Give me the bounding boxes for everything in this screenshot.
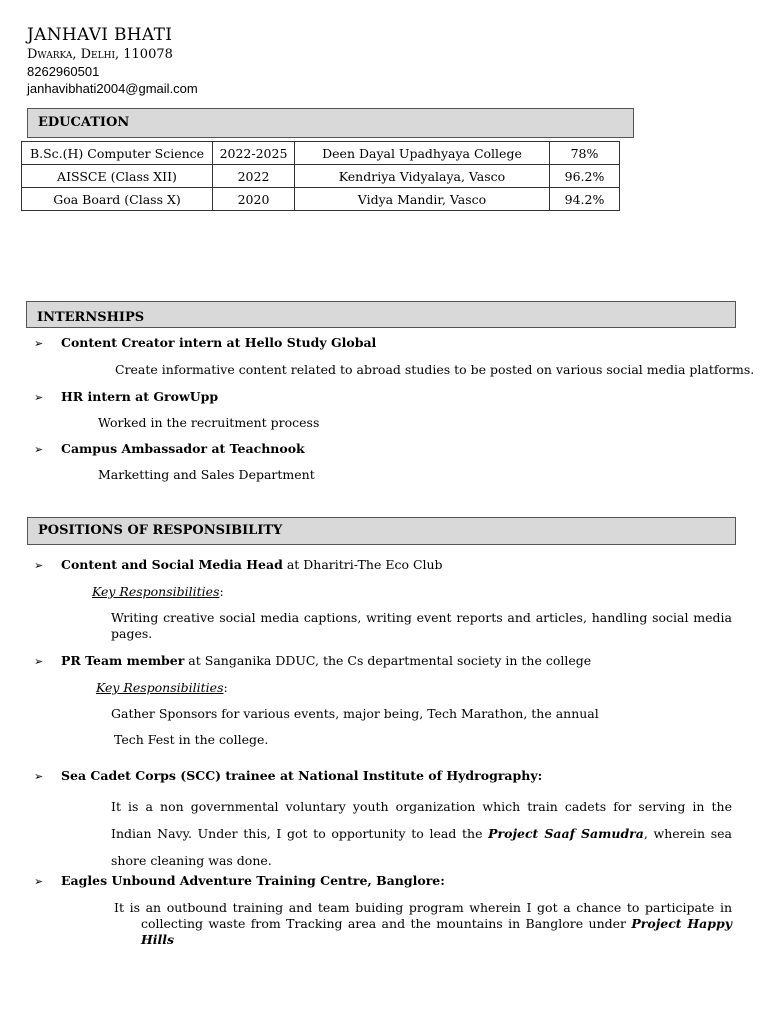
position-title bbox=[61, 557, 443, 572]
desc-text: It is a non governmental voluntary youth organization which train cadets for serving in the Indian Navy. Under this, I got to opportunity to lead the bbox=[111, 799, 732, 841]
year-cell: 2020 bbox=[213, 188, 295, 211]
key-responsibilities-label bbox=[96, 680, 228, 695]
table-row bbox=[22, 188, 620, 211]
degree-cell: AISSCE (Class XII) bbox=[22, 165, 213, 188]
project-name: Project Happy Hills bbox=[141, 916, 732, 947]
candidate-name: JANHAVI BHATI bbox=[27, 25, 173, 45]
table-row bbox=[22, 142, 620, 165]
internship-description: Create informative content related to abroad studies to be posted on various social media platforms. bbox=[115, 362, 755, 377]
position-role: PR Team member bbox=[61, 653, 185, 668]
arrow-bullet-icon: ➢ bbox=[34, 875, 44, 888]
arrow-bullet-icon: ➢ bbox=[34, 391, 44, 404]
position-description bbox=[111, 793, 732, 874]
education-heading: EDUCATION bbox=[27, 108, 634, 138]
arrow-bullet-icon: ➢ bbox=[34, 655, 44, 668]
score-cell: 94.2% bbox=[550, 188, 620, 211]
address: Dwarka, Delhi, 110078 bbox=[27, 47, 173, 62]
institution-cell: Vidya Mandir, Vasco bbox=[295, 188, 550, 211]
key-label-text: Key Responsibilities bbox=[92, 584, 220, 599]
internship-title: HR intern at GrowUpp bbox=[61, 389, 219, 404]
score-cell: 78% bbox=[550, 142, 620, 165]
education-table bbox=[21, 141, 620, 211]
table-row bbox=[22, 165, 620, 188]
project-name: Project Saaf Samudra bbox=[488, 826, 644, 841]
internship-title: Content Creator intern at Hello Study Global bbox=[61, 335, 377, 350]
desc-text-end: , wherein sea shore cleaning was done. bbox=[111, 826, 732, 868]
position-org: at Sanganika DDUC, the Cs departmental society in the college bbox=[184, 653, 592, 668]
position-title bbox=[61, 653, 591, 668]
institution-cell: Deen Dayal Upadhyaya College bbox=[295, 142, 550, 165]
degree-cell: B.Sc.(H) Computer Science bbox=[22, 142, 213, 165]
position-description-cont: Tech Fest in the college. bbox=[114, 732, 269, 747]
responsibility-heading: POSITIONS OF RESPONSIBILITY bbox=[27, 517, 736, 545]
internship-title: Campus Ambassador at Teachnook bbox=[61, 441, 305, 456]
arrow-bullet-icon: ➢ bbox=[34, 337, 44, 350]
year-cell: 2022 bbox=[213, 165, 295, 188]
arrow-bullet-icon: ➢ bbox=[34, 443, 44, 456]
email-address: janhavibhati2004@gmail.com bbox=[27, 81, 198, 96]
key-responsibilities-label bbox=[92, 584, 224, 599]
score-cell: 96.2% bbox=[550, 165, 620, 188]
internships-heading: INTERNSHIPS bbox=[26, 301, 736, 328]
phone-number: 8262960501 bbox=[27, 64, 100, 79]
key-label-text: Key Responsibilities bbox=[96, 680, 224, 695]
institution-cell: Kendriya Vidyalaya, Vasco bbox=[295, 165, 550, 188]
position-org: at Dharitri-The Eco Club bbox=[282, 557, 443, 572]
position-description bbox=[114, 900, 732, 948]
position-title: Sea Cadet Corps (SCC) trainee at National Institute of Hydrography: bbox=[61, 768, 543, 783]
position-description: Gather Sponsors for various events, major being, Tech Marathon, the annual bbox=[111, 706, 599, 721]
arrow-bullet-icon: ➢ bbox=[34, 559, 44, 572]
degree-cell: Goa Board (Class X) bbox=[22, 188, 213, 211]
position-role: Content and Social Media Head bbox=[61, 557, 283, 572]
internship-description: Marketting and Sales Department bbox=[98, 467, 315, 482]
key-label-colon: : bbox=[223, 680, 228, 695]
position-title: Eagles Unbound Adventure Training Centre, Banglore: bbox=[61, 873, 445, 888]
internship-description: Worked in the recruitment process bbox=[98, 415, 320, 430]
year-cell: 2022-2025 bbox=[213, 142, 295, 165]
key-label-colon: : bbox=[219, 584, 224, 599]
arrow-bullet-icon: ➢ bbox=[34, 770, 44, 783]
position-description: Writing creative social media captions, writing event reports and articles, handling social media pages. bbox=[111, 610, 732, 641]
desc-text: It is an outbound training and team buiding program wherein I got a chance to participate in collecting waste from Tracking area and the mountains in Banglore under bbox=[114, 900, 732, 931]
